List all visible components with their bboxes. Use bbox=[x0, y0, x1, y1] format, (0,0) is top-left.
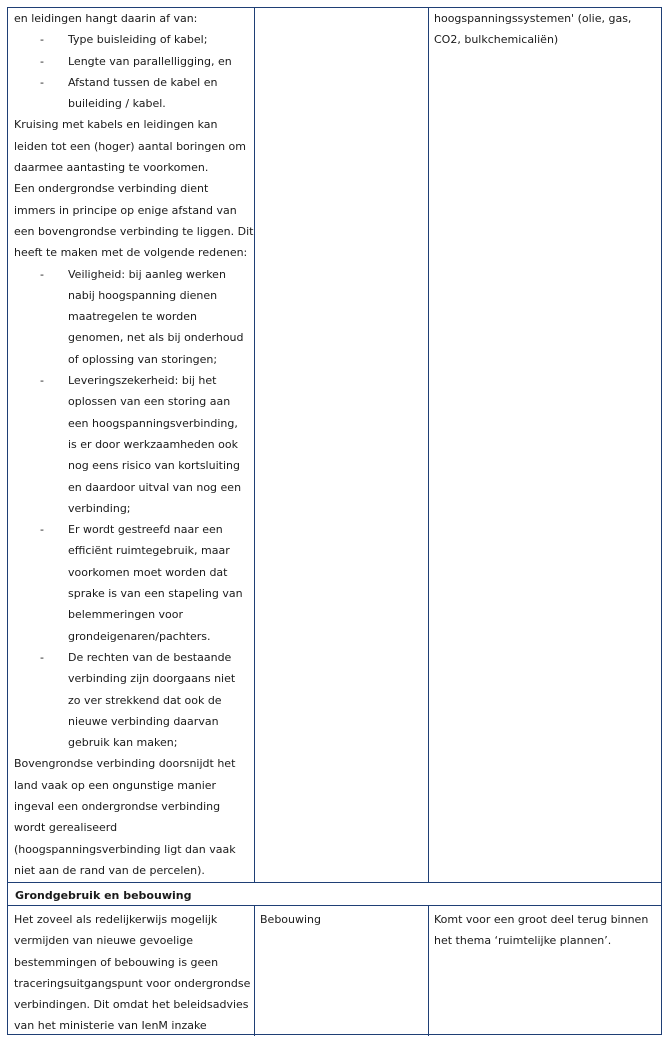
list-item-text: Lengte van parallelligging, en bbox=[68, 54, 232, 68]
list-item-line bbox=[14, 349, 250, 370]
list-item-line bbox=[14, 285, 250, 306]
list-item-text: Leveringszekerheid: bij het bbox=[68, 374, 217, 388]
dash-bullet: - bbox=[40, 54, 44, 68]
list-item-line bbox=[14, 583, 250, 604]
list-item-text: en daardoor uitval van nog een bbox=[68, 480, 242, 494]
text-line: (hoogspanningsverbinding ligt dan vaak bbox=[14, 842, 236, 856]
text-line: ingeval een ondergrondse verbinding bbox=[14, 799, 221, 813]
list-item-line bbox=[14, 647, 250, 668]
dash-bullet: - bbox=[40, 33, 44, 47]
list-item-text: of oplossing van storingen; bbox=[68, 352, 218, 366]
text-line: leiden tot een (hoger) aantal boringen om bbox=[14, 139, 246, 153]
list-item-text: nog eens risico van kortsluiting bbox=[68, 459, 240, 473]
list-item-text: zo ver strekkend dat ook de bbox=[68, 693, 222, 707]
list-item-text: maatregelen te worden bbox=[68, 310, 197, 324]
column-divider-2 bbox=[428, 8, 429, 883]
list-item-line bbox=[14, 51, 250, 72]
list-item-text: belemmeringen voor bbox=[68, 608, 184, 622]
row1-col2 bbox=[260, 8, 420, 29]
intro-text: en leidingen hangt daarin af van: bbox=[14, 12, 198, 25]
list-item-line bbox=[14, 93, 250, 114]
row1-col3 bbox=[434, 8, 658, 51]
text-line: traceringsuitgangspunt voor ondergrondse bbox=[14, 976, 251, 990]
text-line: Het zoveel als redelijkerwijs mogelijk bbox=[14, 913, 218, 926]
text-line: een bovengrondse verbinding te liggen. Dit bbox=[14, 224, 254, 238]
text-line: Een ondergrondse verbinding dient bbox=[14, 182, 209, 196]
text-line: land vaak op een ongunstige manier bbox=[14, 778, 217, 792]
row1-col2-text bbox=[260, 8, 420, 29]
list-item-line bbox=[14, 540, 250, 561]
list-item-text: een hoogspanningsverbinding, bbox=[68, 416, 238, 430]
list-item-text: De rechten van de bestaande bbox=[68, 650, 232, 664]
list-item-line bbox=[14, 413, 250, 434]
list-item-line bbox=[14, 306, 250, 327]
list-item-line bbox=[14, 477, 250, 498]
dash-bullet: - bbox=[40, 374, 44, 388]
text-line: wordt gerealiseerd bbox=[14, 821, 118, 835]
list-item-line bbox=[14, 327, 250, 348]
list-item-line bbox=[14, 562, 250, 583]
list-item-text: nabij hoogspanning dienen bbox=[68, 288, 218, 302]
text-line: heeft te maken met de volgende redenen: bbox=[14, 246, 248, 260]
column-divider-1 bbox=[254, 8, 255, 883]
column-divider-1-lower bbox=[254, 906, 255, 1036]
list-item-text: verbinding; bbox=[68, 501, 131, 515]
text-line: Bovengrondse verbinding doorsnijdt het bbox=[14, 757, 236, 771]
list-item-line bbox=[14, 711, 250, 732]
list-item-text: voorkomen moet worden dat bbox=[68, 565, 228, 579]
text-line: van het ministerie van IenM inzake bbox=[14, 1019, 207, 1033]
list-item-line bbox=[14, 455, 250, 476]
list-item-line bbox=[14, 264, 250, 285]
dash-bullet: - bbox=[40, 75, 44, 89]
paragraph-distance bbox=[14, 178, 254, 263]
row-divider-top bbox=[8, 882, 661, 883]
list-item-text: nieuwe verbinding daarvan bbox=[68, 714, 219, 728]
paragraph-crossing bbox=[14, 114, 250, 178]
list-item-line bbox=[14, 604, 250, 625]
list-item-line bbox=[14, 626, 250, 647]
list-item-text: sprake is van een stapeling van bbox=[68, 587, 243, 601]
list-item-text: verbinding zijn doorgaans niet bbox=[68, 672, 236, 686]
list-item-line bbox=[14, 370, 250, 391]
text-line: immers in principe op enige afstand van bbox=[14, 203, 237, 217]
dash-bullet: - bbox=[40, 267, 44, 281]
list-item-text: Type buisleiding of kabel; bbox=[68, 33, 208, 47]
row3-col1 bbox=[14, 909, 250, 1037]
text-line: Komt voor een groot deel terug binnen bbox=[434, 913, 649, 926]
row1-col1 bbox=[14, 8, 254, 881]
text-line: het thema ‘ruimtelijke plannen’. bbox=[434, 934, 612, 948]
list-item-text: buileiding / kabel. bbox=[68, 97, 166, 111]
dash-bullet: - bbox=[40, 650, 44, 664]
list-item-text: Veiligheid: bij aanleg werken bbox=[68, 267, 226, 281]
list-item-line bbox=[14, 690, 250, 711]
list-item-line bbox=[14, 434, 250, 455]
list-item-text: is er door werkzaamheden ook bbox=[68, 437, 238, 451]
list-item-line bbox=[14, 72, 250, 93]
list-item-line bbox=[14, 519, 250, 540]
list-item-line bbox=[14, 668, 250, 689]
text-line: hoogspanningssystemen' (olie, gas, bbox=[434, 12, 632, 25]
list-item-line bbox=[14, 498, 250, 519]
list-item-text: efficiënt ruimtegebruik, maar bbox=[68, 544, 230, 558]
list-item-line bbox=[14, 391, 250, 412]
list-item-text: Afstand tussen de kabel en bbox=[68, 75, 218, 89]
list-criteria bbox=[14, 29, 250, 114]
list-reasons bbox=[14, 264, 250, 754]
text-line: bestemmingen of bebouwing is geen bbox=[14, 955, 219, 969]
list-item-line bbox=[14, 29, 250, 50]
text-line: Kruising met kabels en leidingen kan bbox=[14, 118, 218, 132]
text-line: niet aan de rand van de percelen). bbox=[14, 863, 205, 877]
dash-bullet: - bbox=[40, 523, 44, 537]
row3-col2 bbox=[260, 909, 420, 930]
list-item-line bbox=[14, 732, 250, 753]
section-heading: Grondgebruik en bebouwing bbox=[15, 889, 192, 902]
list-item-text: grondeigenaren/pachters. bbox=[68, 629, 211, 643]
category-label: Bebouwing bbox=[260, 913, 322, 926]
text-line: verbindingen. Dit omdat het beleidsadvies bbox=[14, 998, 249, 1012]
list-item-text: Er wordt gestreefd naar een bbox=[68, 523, 223, 537]
text-line: CO2, bulkchemicaliën) bbox=[434, 33, 559, 47]
list-item-text: genomen, net als bij onderhoud bbox=[68, 331, 244, 345]
text-line: vermijden van nieuwe gevoelige bbox=[14, 934, 194, 948]
paragraph-overhead bbox=[14, 753, 250, 881]
list-item-text: gebruik kan maken; bbox=[68, 736, 178, 750]
list-item-text: oplossen van een storing aan bbox=[68, 395, 231, 409]
column-divider-2-lower bbox=[428, 906, 429, 1036]
text-line: daarmee aantasting te voorkomen. bbox=[14, 161, 209, 175]
table bbox=[7, 7, 662, 1035]
row3-col3 bbox=[434, 909, 658, 952]
